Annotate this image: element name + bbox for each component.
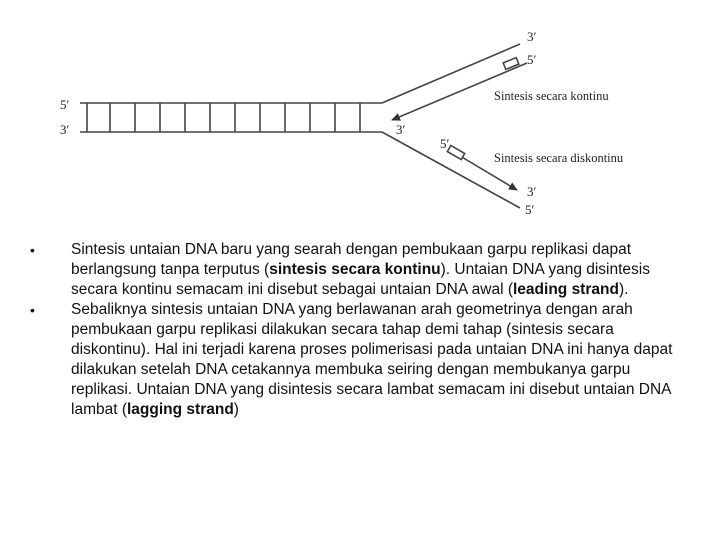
label-left-bottom: 3′	[60, 122, 70, 137]
bullet-text	[71, 241, 650, 298]
bullet-list	[30, 240, 680, 420]
label-lower-end-5: 5′	[525, 202, 535, 217]
label-upper-end-5: 5′	[527, 52, 537, 67]
caption-discontinuous: Sintesis secara diskontinu	[494, 151, 624, 165]
parental-dna-ladder	[80, 103, 382, 132]
bullet-item-leading	[30, 240, 680, 300]
label-fork: 3′	[396, 122, 406, 137]
label-lower-start-5: 5′	[440, 136, 450, 151]
text-segment: ).	[618, 281, 629, 298]
bullet-text	[71, 301, 672, 418]
text-segment: ). Untaian DNA yang disintesis secara kontinu semacam ini disebut sebagai untaian DNA awal (	[71, 261, 650, 298]
bullet-item-lagging	[30, 300, 680, 420]
bullet-dot: •	[30, 242, 35, 258]
lagging-primer-box	[447, 145, 464, 159]
label-lower-end-3: 3′	[527, 184, 537, 199]
lower-fork-arm	[382, 132, 520, 208]
upper-fork-arm	[382, 44, 527, 120]
bold-term-lagging-strand: lagging strand	[127, 401, 234, 418]
label-upper-end-3: 3′	[527, 29, 537, 44]
bullet-dot: •	[30, 302, 35, 318]
lower-template-strand	[382, 132, 520, 208]
text-segment: )	[233, 401, 239, 418]
replication-fork-diagram	[0, 0, 720, 228]
text-segment: Sebaliknya sintesis untaian DNA yang berlawanan arah geometrinya dengan arah pembukaan garpu replikasi dilakukan secara tahap demi tahap (sintesis secara diskontinu). Hal ini terjadi karena proses polimerisasi pada untaian DNA ini hanya dapat dilakukan setelah DNA cetakannya membuka seiring dengan membukanya garpu replikasi. Untaian DNA yang disintesis secara lambat semacam ini disebut untaian DNA lambat (	[71, 301, 673, 418]
label-left-top: 5′	[60, 97, 70, 112]
bold-term-sintesis-kontinu: sintesis secara kontinu	[269, 261, 441, 278]
text-segment: Sintesis untaian DNA baru yang searah dengan pembukaan garpu replikasi dapat berlangsung tanpa terputus (	[71, 241, 632, 278]
caption-continuous: Sintesis secara kontinu	[494, 89, 609, 103]
bold-term-leading-strand: leading strand	[513, 281, 619, 298]
